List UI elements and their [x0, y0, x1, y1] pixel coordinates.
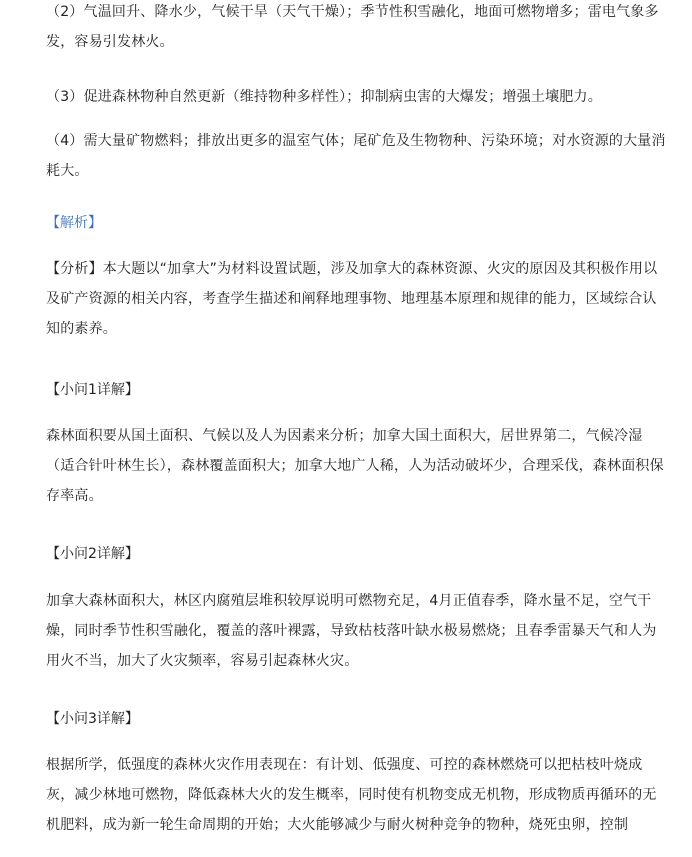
question-3-heading: 【小问3详解】 — [46, 711, 139, 727]
question-3-detail: 根据所学，低强度的森林火灾作用表现在：有计划、低强度、可控的森林燃烧可以把枯枝叶烧成灰，减少林地可燃物，降低森林大火的发生概率，同时使有机物变成无机物，形成物质再循环的无机肥料，成为新一轮生命周期的开始；大火能够减少与耐火树种竞争的物种，烧死虫卵，控制 — [46, 757, 657, 833]
answer-item-2: （2）气温回升、降水少，气候干旱（天气干燥）；季节性积雪融化，地面可燃物增多；雷电气象多发，容易引发林火。 — [46, 4, 659, 50]
question-2-heading: 【小问2详解】 — [46, 546, 139, 562]
answer-item-4: （4）需大量矿物燃料；排放出更多的温室气体；尾矿危及生物物种、污染环境；对水资源的大量消耗大。 — [46, 133, 666, 179]
answer-item-3: （3）促进森林物种自然更新（维持物种多样性）；抑制病虫害的大爆发；增强土壤肥力。 — [46, 89, 602, 105]
question-2-detail: 加拿大森林面积大，林区内腐殖层堆积较厚说明可燃物充足，4月正值春季，降水量不足，空气干燥，同时季节性积雪融化，覆盖的落叶裸露，导致枯枝落叶缺水极易燃烧；且春季雷暴天气和人为用火不当，加大了火灾频率，容易引起森林火灾。 — [46, 593, 657, 669]
question-1-detail: 森林面积要从国土面积、气候以及人为因素来分析；加拿大国土面积大，居世界第二，气候冷湿（适合针叶林生长），森林覆盖面积大；加拿大地广人稀，人为活动破坏少，合理采伐，森林面积保存率高。 — [46, 428, 664, 504]
analysis-label: 【解析】 — [46, 215, 102, 231]
question-1-heading: 【小问1详解】 — [46, 382, 139, 398]
analysis-paragraph: 【分析】本大题以“加拿大”为材料设置试题，涉及加拿大的森林资源、火灾的原因及其积极作用以及矿产资源的相关内容，考查学生描述和阐释地理事物、地理基本原理和规律的能力，区域综合认知的素养。 — [46, 261, 658, 337]
